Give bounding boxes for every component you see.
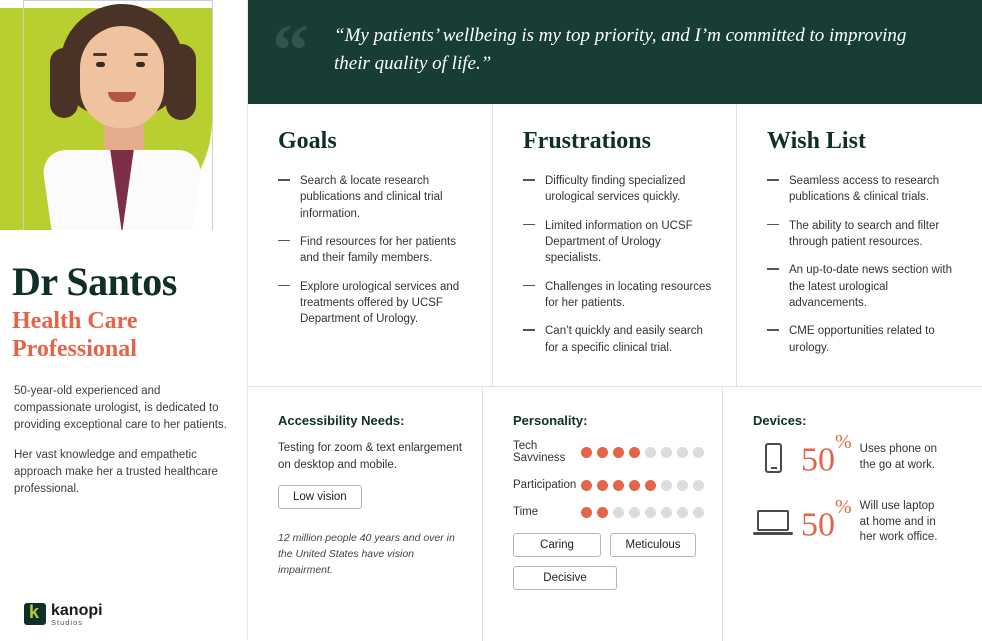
wishlist-list <box>767 173 960 356</box>
devices-section <box>722 387 982 641</box>
persona-role: Health Care Professional <box>12 308 138 362</box>
dash-icon <box>523 224 535 226</box>
dash-icon <box>523 285 535 287</box>
goals-list <box>278 173 470 328</box>
kanopi-logo <box>24 603 103 627</box>
phone-percent-unit: % <box>835 431 852 453</box>
frustrations-item-text: Limited information on UCSF Department of Urology specialists. <box>545 219 693 265</box>
meter-dot <box>597 447 608 458</box>
phone-icon-shape <box>765 443 782 473</box>
trait-tag-decisive: Decisive <box>513 566 617 590</box>
meter-dot <box>629 507 640 518</box>
frustrations-column <box>492 104 736 386</box>
goals-title: Goals <box>278 128 337 154</box>
meter-dot <box>693 507 704 518</box>
portrait-illustration <box>32 0 212 230</box>
trait-tag-caring: Caring <box>513 533 601 557</box>
persona-columns <box>248 104 982 386</box>
meter-dot <box>661 507 672 518</box>
dash-icon <box>767 329 779 331</box>
phone-usage-percent <box>801 431 852 479</box>
meter-dot <box>629 480 640 491</box>
accessibility-text: Testing for zoom & text enlargement on desktop and mobile. <box>278 442 463 471</box>
kanopi-logo-name: kanopi <box>51 601 103 619</box>
quote-mark-icon: “ <box>272 10 309 92</box>
personality-meter-label: Time <box>513 506 539 518</box>
laptop-percent-value: 50 <box>801 506 835 544</box>
list-item <box>278 279 470 328</box>
meter-dot <box>597 480 608 491</box>
frustrations-item-text: Can’t quickly and easily search for a specific clinical trial. <box>545 325 703 354</box>
device-row-phone <box>753 431 964 479</box>
laptop-icon-shape <box>755 510 791 535</box>
portrait-face <box>80 26 164 128</box>
frustrations-title: Frustrations <box>523 128 651 154</box>
portrait-brow-right <box>134 53 148 56</box>
dash-icon <box>767 179 779 181</box>
personality-meter-row <box>513 440 704 464</box>
quote-text: “My patients’ wellbeing is my top priority, and I’m committed to improving their quality of life.” <box>334 25 907 74</box>
portrait-eye-left <box>96 62 105 67</box>
meter-dot <box>597 507 608 518</box>
list-item <box>278 234 470 267</box>
accessibility-section <box>248 387 482 641</box>
personality-section <box>482 387 722 641</box>
list-item <box>278 173 470 222</box>
wishlist-column <box>736 104 982 386</box>
kanopi-logo-text <box>51 603 103 627</box>
persona-bottom-row <box>248 386 982 640</box>
accessibility-title: Accessibility Needs: <box>278 413 405 428</box>
personality-meter-row <box>513 506 704 518</box>
wishlist-item-text: CME opportunities related to urology. <box>789 325 935 354</box>
list-item <box>523 173 714 206</box>
frustrations-item-text: Difficulty finding specialized urological services quickly. <box>545 175 686 204</box>
wishlist-title: Wish List <box>767 128 866 154</box>
meter-dot <box>613 447 624 458</box>
meter-dot <box>645 480 656 491</box>
list-item <box>523 218 714 267</box>
dash-icon <box>278 179 290 181</box>
portrait-eye-right <box>136 62 145 67</box>
accessibility-tag: Low vision <box>278 485 362 509</box>
dash-icon <box>767 268 779 270</box>
persona-bio-paragraph-2: Her vast knowledge and empathetic approach make her a trusted healthcare professional. <box>14 449 218 496</box>
personality-meter-row <box>513 479 704 491</box>
wishlist-item-text: An up-to-date news section with the latest urological advancements. <box>789 264 953 309</box>
devices-title: Devices: <box>753 413 807 428</box>
list-item <box>767 323 960 356</box>
laptop-screen <box>757 510 789 531</box>
dash-icon <box>523 179 535 181</box>
participation-meter <box>581 480 704 491</box>
meter-dot <box>645 507 656 518</box>
dash-icon <box>767 224 779 226</box>
tech-savviness-meter <box>581 447 704 458</box>
meter-dot <box>645 447 656 458</box>
meter-dot <box>693 480 704 491</box>
personality-title: Personality: <box>513 413 588 428</box>
list-item <box>523 323 714 356</box>
dash-icon <box>278 285 290 287</box>
laptop-percent-unit: % <box>835 495 852 518</box>
persona-sidebar <box>0 0 248 640</box>
meter-dot <box>629 447 640 458</box>
meter-dot <box>677 447 688 458</box>
kanopi-logo-tagline: Studios <box>51 617 84 627</box>
meter-dot <box>581 447 592 458</box>
personality-traits-row-1 <box>513 533 704 557</box>
persona-photo <box>0 0 222 238</box>
time-meter <box>581 507 704 518</box>
meter-dot <box>581 480 592 491</box>
personality-traits-row-2 <box>513 566 704 590</box>
portrait-coat-left <box>40 150 122 230</box>
list-item <box>767 173 960 206</box>
goals-item-text: Find resources for her patients and their family members. <box>300 235 456 265</box>
persona-bio <box>14 383 228 511</box>
wishlist-item-text: The ability to search and filter through patient resources. <box>789 219 940 248</box>
goals-item-text: Search & locate research publications and clinical trial information. <box>300 175 443 220</box>
laptop-usage-text: Will use laptop at home and in her work office. <box>859 500 938 544</box>
personality-meter-label: Tech Savviness <box>513 440 566 464</box>
laptop-usage-percent <box>801 495 852 544</box>
personality-meter-label: Participation <box>513 479 577 491</box>
meter-dot <box>661 447 672 458</box>
quote-banner <box>248 0 982 104</box>
trait-tag-meticulous: Meticulous <box>610 533 696 557</box>
meter-dot <box>693 447 704 458</box>
goals-item-text: Explore urological services and treatments offered by UCSF Department of Urology. <box>300 280 460 326</box>
frustrations-list <box>523 173 714 356</box>
dash-icon <box>278 240 290 242</box>
portrait-coat-right <box>122 150 204 230</box>
frustrations-item-text: Challenges in locating resources for her patients. <box>545 280 712 309</box>
portrait-brow-left <box>93 53 107 56</box>
phone-percent-value: 50 <box>801 441 835 479</box>
meter-dot <box>613 480 624 491</box>
meter-dot <box>677 480 688 491</box>
meter-dot <box>613 507 624 518</box>
laptop-base <box>753 532 793 535</box>
meter-dot <box>581 507 592 518</box>
list-item <box>767 262 960 311</box>
accessibility-note: 12 million people 40 years and over in the United States have vision impairment. <box>278 532 455 576</box>
laptop-icon <box>753 510 793 535</box>
meter-dot <box>677 507 688 518</box>
device-row-laptop <box>753 495 964 546</box>
list-item <box>523 279 714 312</box>
phone-icon <box>753 443 793 473</box>
meter-dot <box>661 480 672 491</box>
persona-name: Dr Santos <box>12 259 177 304</box>
wishlist-item-text: Seamless access to research publications & clinical trials. <box>789 175 940 204</box>
kanopi-logo-icon <box>24 603 46 625</box>
list-item <box>767 218 960 251</box>
goals-column <box>248 104 492 386</box>
dash-icon <box>523 329 535 331</box>
phone-usage-text: Uses phone on the go at work. <box>859 443 938 471</box>
persona-bio-paragraph-1: 50-year-old experienced and compassionate urologist, is dedicated to providing exceptional care to her patients. <box>14 385 227 432</box>
